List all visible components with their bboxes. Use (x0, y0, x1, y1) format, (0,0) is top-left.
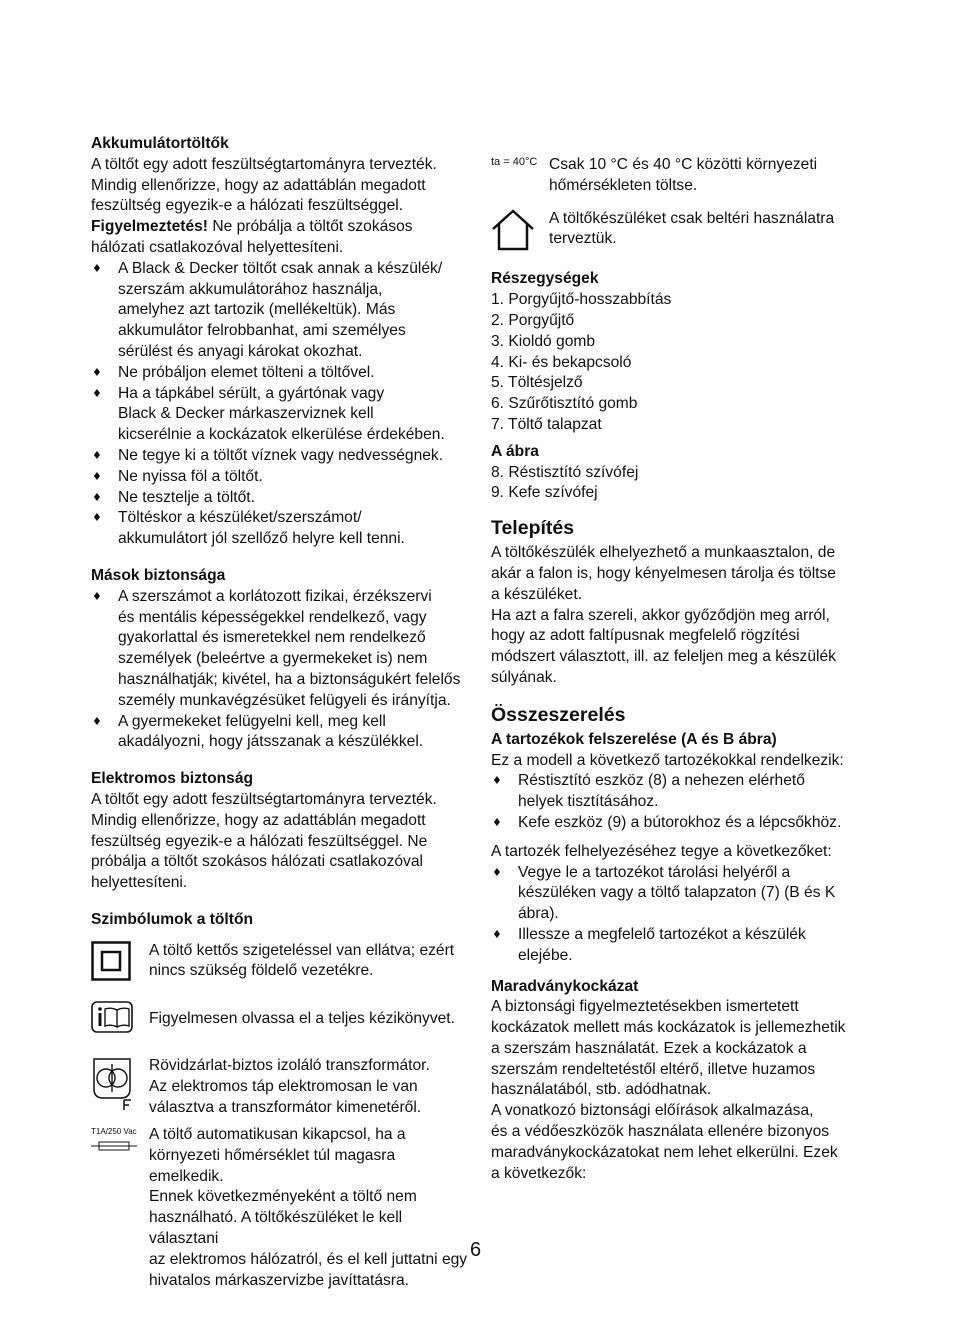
indoor-row (491, 209, 871, 258)
bullet-item (91, 384, 471, 446)
text-line: A töltőt egy adott feszültségtartományra tervezték. (91, 155, 437, 173)
read-manual-icon (91, 1001, 149, 1040)
part-item: 1. Porgyűjtő-hosszabbítás (491, 291, 672, 309)
text-line: hogy az adott faltípusnak megfelelő rögzítési (491, 627, 800, 645)
text-line: a szerszám használatát. Ezek a kockázatok a (491, 1039, 807, 1057)
symbol-row (91, 1125, 471, 1291)
text-line: maradványkockázatokat nem lehet elkerülni. Ezek (491, 1143, 838, 1161)
symbol-text (149, 1125, 471, 1291)
left-column (91, 134, 471, 1291)
text-line: kockázatok mellett más kockázatok is jellemezhetik (491, 1019, 846, 1037)
bullet-line: sérülést és anyagi károkat okozhat. (118, 342, 363, 360)
text-line: feszültség egyezik-e a hálózati feszültséggel. Ne (91, 832, 428, 850)
text-line: választva a transzformátor kimenetéről. (149, 1098, 422, 1116)
symbol-row (91, 941, 471, 988)
bullet-line: ♦ Vegye le a tartozékot tárolási helyéről a (518, 863, 791, 881)
text-line: Ez a modell a következő tartozékokkal rendelkezik: (491, 751, 844, 769)
assembly-section (491, 703, 871, 967)
bullet-item (91, 712, 471, 754)
text-line: feszültség egyezik-e a hálózati feszültséggel. (91, 197, 404, 215)
others-bullet-list (91, 587, 471, 753)
section-title: Elektromos biztonság (91, 770, 254, 788)
bullet-item (491, 813, 871, 834)
text-line: akár a falon is, hogy kényelmesen tárolja és töltse (491, 564, 836, 582)
part-item: 8. Réstisztító szívófej (491, 463, 639, 481)
symbol-row (91, 1056, 471, 1119)
residual-risk-text (491, 997, 871, 1184)
bullet-line: ♦ Ne tegye ki a töltőt víznek vagy nedvességnek. (118, 446, 444, 464)
bullet-item (91, 508, 471, 550)
text-line: és a védőeszközök használata ellenére bizonyos (491, 1123, 830, 1141)
text-line: A töltő automatikusan kikapcsol, ha a (149, 1126, 406, 1144)
text-line: Ennek következményeként a töltő nem (149, 1188, 417, 1206)
mounting-steps-list (491, 863, 871, 967)
part-item: 3. Kioldó gomb (491, 332, 596, 350)
indoor-text (549, 209, 871, 251)
text-line: hálózati csatlakozóval helyettesíteni. (91, 238, 344, 256)
symbol-text (149, 941, 471, 983)
accessory-list (491, 771, 871, 833)
bullet-line: ♦ Ne tesztelje a töltőt. (118, 488, 255, 506)
text-line: módszert választott, ill. az feleljen meg a készülék (491, 648, 836, 666)
bullet-line: ♦ Ha a tápkábel sérült, a gyártónak vagy (118, 384, 385, 402)
section-title: Részegységek (491, 270, 599, 288)
bullet-item (91, 587, 471, 712)
warning-label: Figyelmeztetés! (91, 218, 208, 236)
bullet-line: ♦ Illessze a megfelelő tartozékot a készülék (518, 925, 806, 943)
bullet-line: elejébe. (518, 946, 573, 964)
section-title: Összeszerelés (491, 703, 626, 726)
bullet-line: ♦ Kefe eszköz (9) a bútorokhoz és a lépcsőkhöz. (518, 813, 842, 831)
text-line: A vonatkozó biztonsági előírások alkalmazása, (491, 1102, 814, 1120)
bullet-line: gyakorlattal és ismeretekkel nem rendelkező (118, 629, 426, 647)
page-number: 6 (470, 1239, 482, 1261)
bullet-item (91, 363, 471, 384)
part-item: 7. Töltő talapzat (491, 415, 602, 433)
text-line: Mindig ellenőrizze, hogy az adattáblán megadott (91, 176, 426, 194)
bullet-line: személy munkavégzésüket felügyeli és irányítja. (118, 691, 451, 709)
part-item: 5. Töltésjelző (491, 374, 583, 392)
bullet-line: akkumulátor felrobbanhat, ami személyes (118, 322, 406, 340)
symbol-text (149, 1001, 471, 1030)
text-line: Csak 10 °C és 40 °C közötti környezeti (549, 156, 818, 173)
text-line: A tartozék felhelyezéséhez tegye a következőket: (491, 842, 832, 860)
text-line: Ha azt a falra szereli, akkor győződjön meg arról, (491, 606, 830, 624)
bullet-line: akkumulátort jól szellőző helyre kell tenni. (118, 530, 405, 548)
text-line: A biztonsági figyelmeztetésekben ismertetett (491, 998, 799, 1016)
bullet-item (91, 488, 471, 509)
symbol-row (91, 1001, 471, 1040)
section-title: Telepítés (491, 517, 575, 540)
right-column (491, 155, 871, 1184)
bullet-item (491, 771, 871, 813)
text-line: környezeti hőmérséklet túl magasra emelkedik. (149, 1146, 396, 1185)
text-line: használható. A töltőkészüléket le kell választani (149, 1209, 403, 1248)
bullet-line: és mentális képességekkel rendelkező, vagy (118, 608, 427, 626)
text-line: a készüléket. (491, 585, 583, 603)
bullet-line: ♦ A szerszámot a korlátozott fizikai, érzékszervi (118, 587, 432, 605)
text-line: hőmérsékleten töltse. (549, 176, 698, 194)
others-safety-section (91, 566, 471, 753)
text-line: A töltőkészüléket csak beltéri használatra (549, 209, 835, 227)
warning-line (91, 217, 471, 238)
temperature-row (491, 155, 871, 197)
text-line: Rövidzárlat-biztos izoláló transzformátor. (149, 1057, 430, 1075)
bullet-item (491, 925, 871, 967)
temperature-icon (491, 155, 549, 169)
installation-text (491, 543, 871, 689)
figure-a-list (491, 463, 871, 505)
bullet-line: ♦ Réstisztító eszköz (8) a nehezen elérhető (518, 772, 805, 790)
part-item: 9. Kefe szívófej (491, 484, 598, 502)
double-insulation-icon (91, 941, 149, 988)
bullet-line: ♦ Ne nyissa föl a töltőt. (118, 467, 263, 485)
charger-bullet-list (91, 259, 471, 550)
electrical-safety-section (91, 769, 471, 894)
text-line: szerszám rendeltetéstől eltérő, illetve huzamos (491, 1060, 816, 1078)
bullet-item (91, 467, 471, 488)
parts-list (491, 290, 871, 436)
bullet-item (491, 863, 871, 925)
symbol-text (149, 1056, 471, 1118)
fuse-label: T1A/250 Vac (91, 1127, 137, 1137)
part-item: 2. Porgyűjtő (491, 311, 575, 329)
bullet-line: ♦ A gyermekeket felügyelni kell, meg kell (118, 712, 386, 730)
charger-symbols-section (91, 910, 471, 1292)
text-line: Figyelmesen olvassa el a teljes kézikönyvet. (149, 1010, 455, 1028)
bullet-line: ♦ Töltéskor a készüléket/szerszámot/ (118, 509, 362, 527)
house-icon (491, 209, 549, 258)
text-line: súlyának. (491, 668, 557, 686)
bullet-line: készüléken vagy a töltő talapzaton (7) (B és K (518, 884, 836, 902)
bullet-line: személyek (beleértve a gyermekeket is) nem (118, 650, 428, 668)
text-line: a következők: (491, 1164, 587, 1182)
bullet-item (91, 446, 471, 467)
fuse-icon (91, 1125, 149, 1158)
bullet-line: használhatják; kivétel, ha a biztonságukért felelős (118, 670, 461, 688)
installation-section (491, 516, 871, 689)
text-line: helyettesíteni. (91, 874, 188, 892)
parts-section (491, 269, 871, 504)
bullet-line: amelyhez azt tartozik (mellékeltük). Más (118, 301, 396, 319)
bullet-line: akadályozni, hogy játsszanak a készülékkel. (118, 733, 424, 751)
bullet-item (91, 259, 471, 363)
battery-chargers-section (91, 134, 471, 550)
warning-text: Ne próbálja a töltőt szokásos (208, 218, 413, 236)
part-item: 6. Szűrőtisztító gomb (491, 395, 638, 413)
bullet-line: szerszám akkumulátorához használja, (118, 280, 383, 298)
text-line: használatából, stb. adódhatnak. (491, 1081, 712, 1099)
bullet-line: ♦ Ne próbáljon elemet tölteni a töltővel. (118, 363, 375, 381)
text-line: Az elektromos táp elektromosan le van (149, 1078, 418, 1096)
section-title: Akkumulátortöltők (91, 135, 229, 152)
text-line: A töltőt egy adott feszültségtartományra tervezték. (91, 790, 437, 808)
bullet-line: ábra). (518, 905, 559, 923)
section-title: Szimbólumok a töltőn (91, 910, 253, 928)
temperature-text (549, 155, 871, 197)
temperature-label: ta = 40°C (491, 156, 538, 168)
bullet-line: Black & Decker márkaszerviznek kell (118, 405, 374, 423)
text-line: Mindig ellenőrizze, hogy az adattáblán megadott (91, 811, 426, 829)
part-item: 4. Ki- és bekapcsoló (491, 353, 632, 371)
figure-a-title: A ábra (491, 442, 539, 460)
bullet-line: helyek tisztításához. (518, 793, 659, 811)
section-title: Maradványkockázat (491, 977, 639, 995)
bullet-line: kicserélnie a kockázatok elkerülése érdekében. (118, 426, 445, 444)
section-subtitle: A tartozékok felszerelése (A és B ábra) (491, 730, 777, 748)
residual-risk-section (491, 977, 871, 1185)
text-line: terveztük. (549, 230, 617, 248)
text-line: hivatalos márkaszervizbe javíttatásra. (149, 1271, 409, 1289)
text-line: az elektromos hálózatról, és el kell juttatni egy (149, 1250, 468, 1268)
text-line: próbálja a töltőt szokásos hálózati csatlakozóval (91, 853, 423, 871)
safety-transformer-icon (91, 1056, 149, 1119)
text-line: A töltő kettős szigeteléssel van ellátva; ezért (149, 941, 455, 959)
text-line: nincs szükség földelő vezetékre. (149, 962, 374, 980)
bullet-line: ♦ A Black & Decker töltőt csak annak a készülék/ (118, 259, 443, 277)
section-title: Mások biztonsága (91, 566, 226, 584)
text-line: A töltőkészülék elhelyezhető a munkaasztalon, de (491, 544, 836, 562)
